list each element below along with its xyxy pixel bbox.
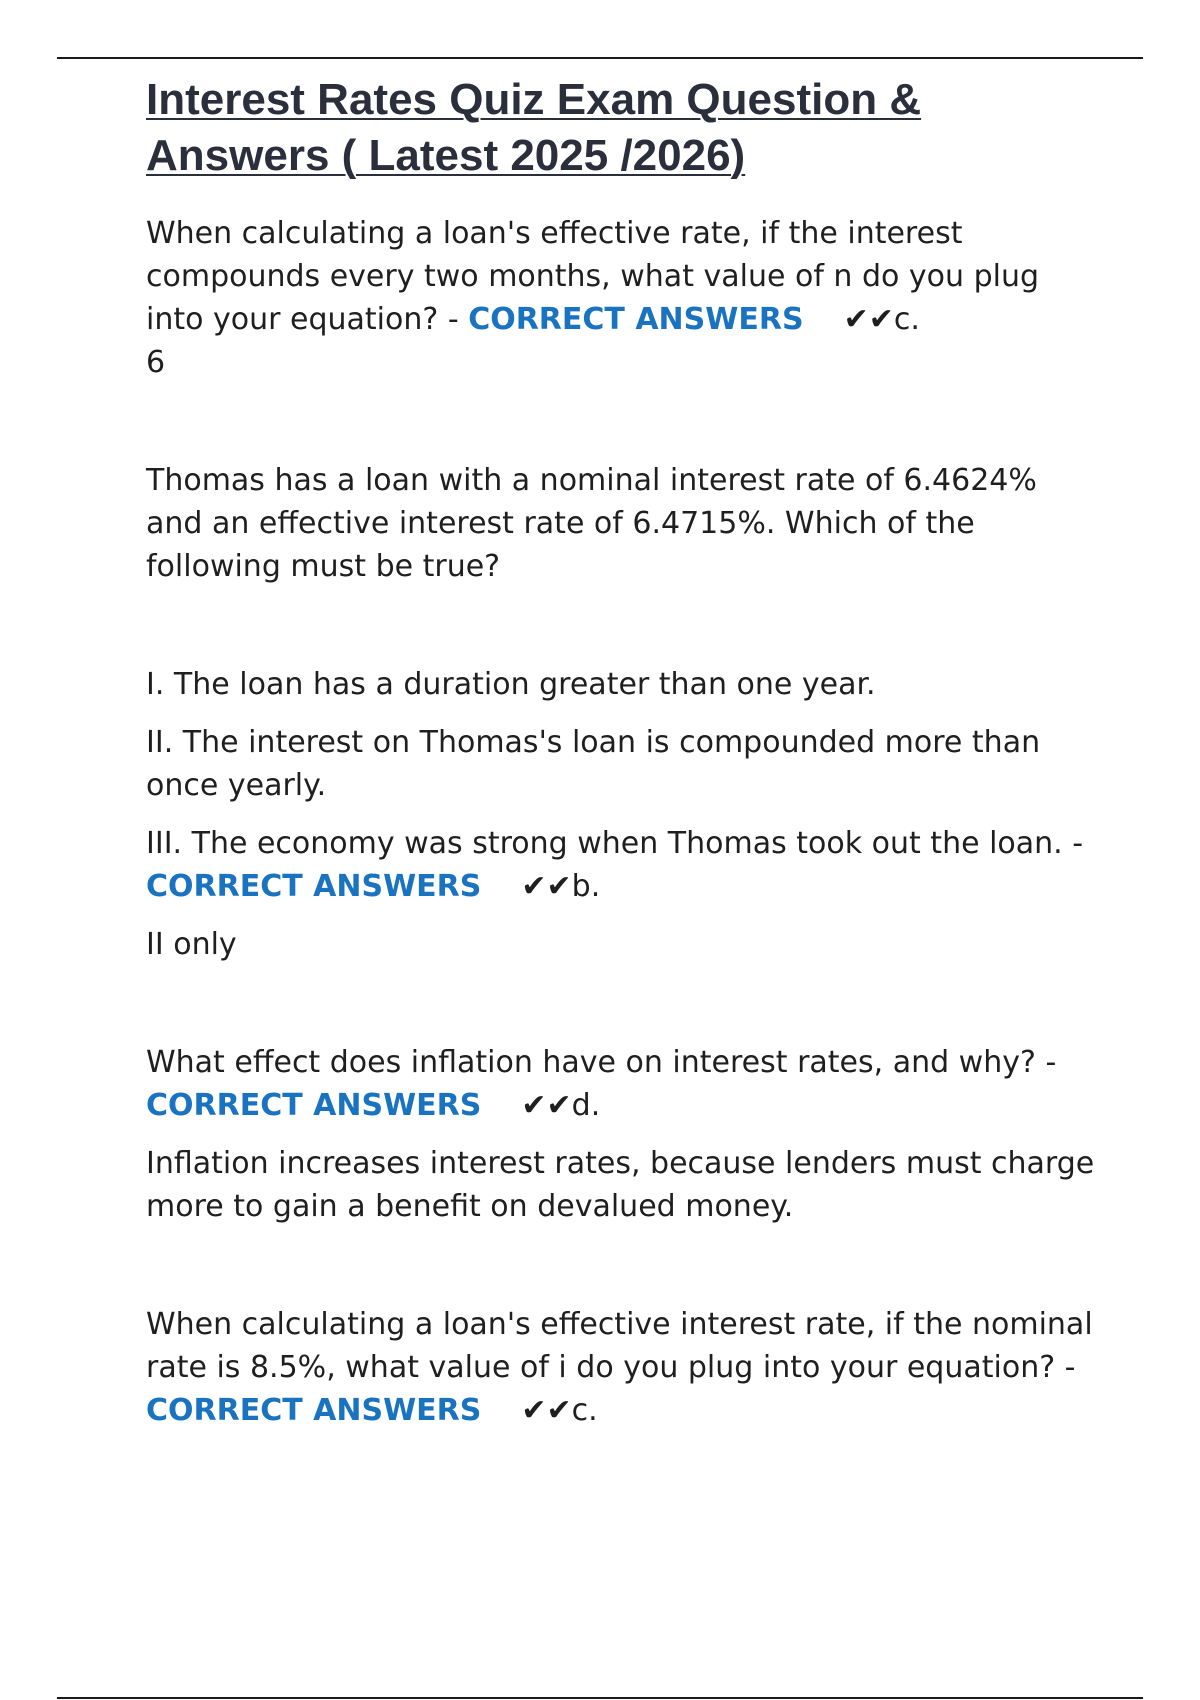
correct-answers-label: CORRECT ANSWERS [146, 1393, 482, 1428]
statement-3-text: III. The economy was strong when Thomas took out the loan. - [146, 826, 1084, 861]
answer-2-text: II only [146, 927, 237, 962]
answer-2-letter: b. [571, 869, 601, 904]
question-2-statement-2: II. The interest on Thomas's loan is compounded more than once yearly. [146, 725, 1041, 803]
question-2: Thomas has a loan with a nominal interest rate of 6.4624% and an effective interest rate of 6.4715%. Which of the following must be true? [146, 463, 1037, 584]
question-3 [146, 1041, 1096, 1127]
check-mark-icon: ✔✔ [521, 1088, 572, 1123]
correct-answers-label: CORRECT ANSWERS [468, 302, 804, 337]
document-body [146, 72, 1096, 1432]
check-mark-icon: ✔✔ [521, 1393, 572, 1428]
check-mark-icon: ✔✔ [521, 869, 572, 904]
question-4 [146, 1303, 1096, 1432]
answer-1-letter: c. [893, 302, 920, 337]
answer-3-letter: d. [571, 1088, 601, 1123]
question-2-statement-3 [146, 822, 1096, 908]
correct-answers-label: CORRECT ANSWERS [146, 869, 482, 904]
question-1-text: When calculating a loan's effective rate, if the interest compounds every two months, what value of n do you plug into your equation? - [146, 216, 1039, 337]
bottom-rule [57, 1697, 1143, 1699]
answer-3-text: Inflation increases interest rates, because lenders must charge more to gain a benefit on devalued money. [146, 1146, 1095, 1224]
answer-4-letter: c. [571, 1393, 598, 1428]
top-rule [57, 57, 1143, 59]
question-3-text: What effect does inflation have on interest rates, and why? - [146, 1045, 1057, 1080]
answer-1-text: 6 [146, 345, 166, 380]
document-title: Interest Rates Quiz Exam Question & Answers ( Latest 2025 /2026) [146, 75, 922, 180]
question-4-text: When calculating a loan's effective interest rate, if the nominal rate is 8.5%, what value of i do you plug into your equation? - [146, 1307, 1093, 1385]
correct-answers-label: CORRECT ANSWERS [146, 1088, 482, 1123]
question-1 [146, 212, 1096, 384]
check-mark-icon: ✔✔ [843, 302, 894, 337]
question-2-statement-1: I. The loan has a duration greater than one year. [146, 667, 876, 702]
